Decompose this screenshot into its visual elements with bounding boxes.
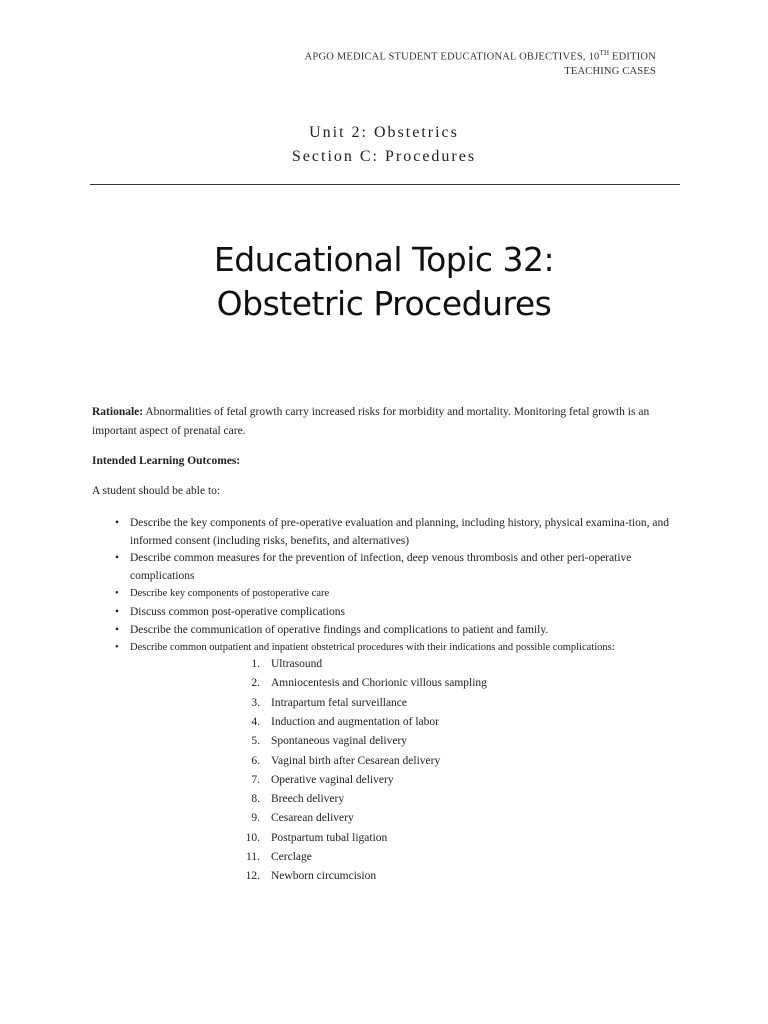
rationale-text: Abnormalities of fetal growth carry increased risks for morbidity and mortality. Monitoring fetal growth is an important aspect of prenatal care. xyxy=(92,406,650,437)
list-item: • Discuss common post-operative complications xyxy=(115,606,345,618)
procedure-name: Operative vaginal delivery xyxy=(271,773,394,786)
procedure-number: 2. xyxy=(251,677,260,690)
procedure-number: 12. xyxy=(245,870,260,883)
procedure-number: 6. xyxy=(251,754,260,767)
intro-text: A student should be able to: xyxy=(92,485,221,497)
running-header xyxy=(305,46,656,79)
procedure-number: 8. xyxy=(251,793,260,806)
divider xyxy=(90,184,680,185)
list-item: • Describe common measures for the prevention of infection, deep venous thrombosis and other peri-operative complications xyxy=(115,552,632,582)
procedure-name: Ultrasound xyxy=(271,658,323,670)
procedure-name: Induction and augmentation of labor xyxy=(271,715,439,728)
procedure-name: Cesarean delivery xyxy=(271,812,354,825)
list-item: • Describe common outpatient and inpatient obstetrical procedures with their indications and possible complications: xyxy=(115,642,615,653)
section-heading: Section C: Procedures xyxy=(291,148,477,165)
rationale-label: Rationale: xyxy=(92,406,144,418)
header-line-1: APGO MEDICAL STUDENT EDUCATIONAL OBJECTIVES, 10TH EDITION xyxy=(304,49,656,63)
procedure-number: 4. xyxy=(251,715,260,728)
procedure-name: Spontaneous vaginal delivery xyxy=(271,735,408,748)
topic-subtitle: Obstetric Procedures xyxy=(216,284,552,323)
procedure-number: 1. xyxy=(251,658,260,670)
procedure-number: 10. xyxy=(245,831,260,844)
topic-title: Educational Topic 32: xyxy=(213,240,555,279)
procedure-number: 11. xyxy=(246,851,260,863)
list-item: • Describe the communication of operative findings and complications to patient and family. xyxy=(115,624,549,636)
list-item: • Describe key components of postoperative care xyxy=(115,588,330,599)
unit-heading: Unit 2: Obstetrics xyxy=(309,124,459,141)
list-item: • Describe the key components of pre-operative evaluation and planning, including history, physical examina-tion, and informed consent (including risks, benefits, and alternatives) xyxy=(115,517,669,547)
header-line-2: TEACHING CASES xyxy=(564,65,656,77)
procedure-name: Amniocentesis and Chorionic villous sampling xyxy=(271,677,487,690)
procedure-number: 7. xyxy=(251,773,260,786)
outcomes-heading: Intended Learning Outcomes: xyxy=(92,455,241,467)
procedure-number: 3. xyxy=(251,696,260,709)
procedure-number: 9. xyxy=(251,812,260,825)
procedure-name: Vaginal birth after Cesarean delivery xyxy=(271,754,441,767)
procedure-name: Intrapartum fetal surveillance xyxy=(271,696,408,709)
procedure-name: Postpartum tubal ligation xyxy=(271,831,388,844)
procedure-name: Newborn circumcision xyxy=(271,870,377,883)
rationale-paragraph xyxy=(92,403,682,441)
procedure-number: 5. xyxy=(251,735,260,748)
procedure-name: Cerclage xyxy=(271,851,312,863)
procedure-name: Breech delivery xyxy=(271,793,345,806)
